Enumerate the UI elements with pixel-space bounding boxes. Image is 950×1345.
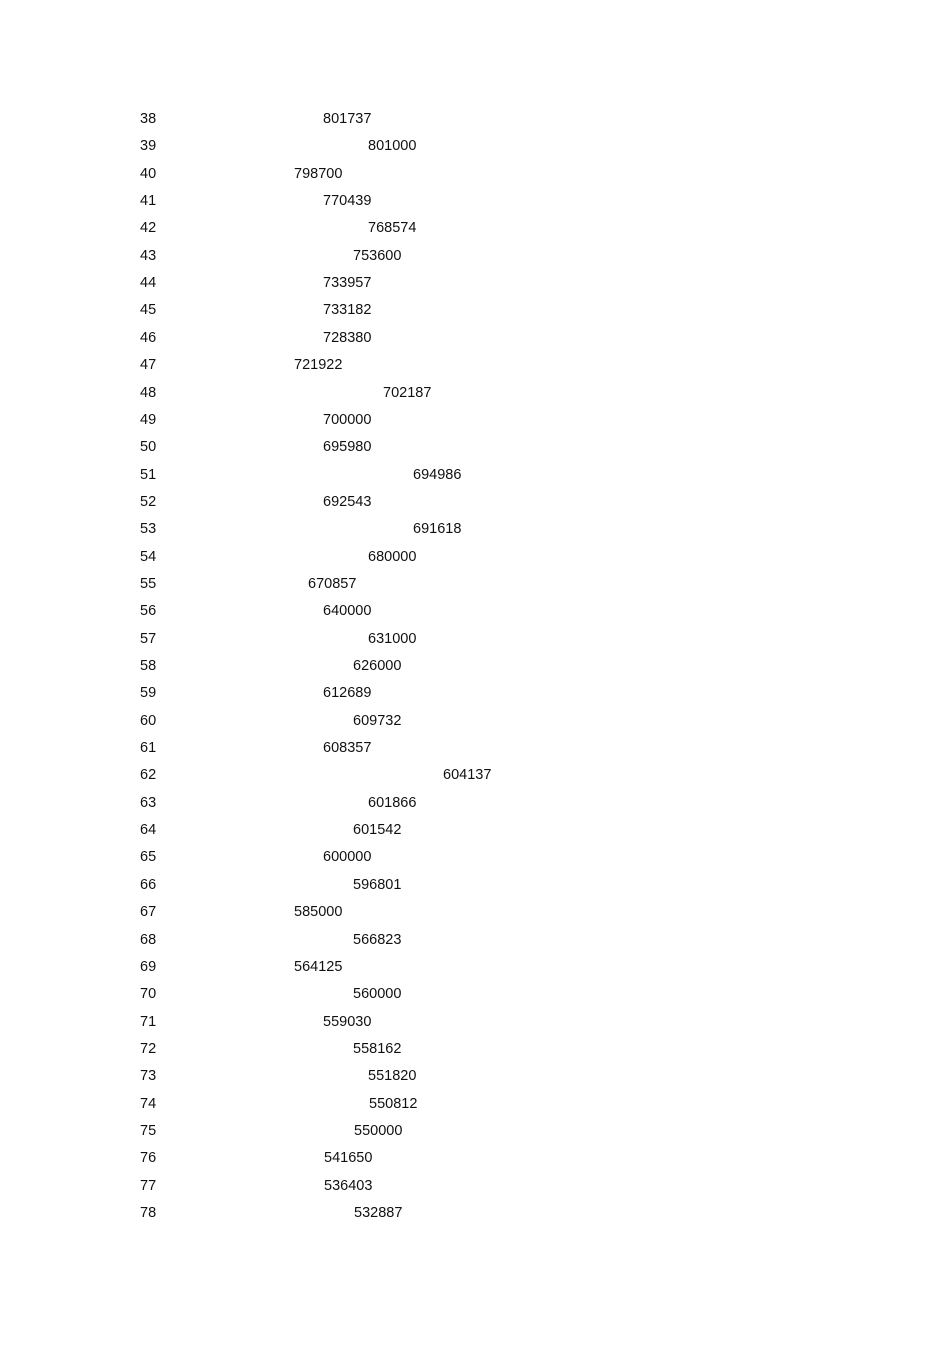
row-value: 558162: [353, 1040, 402, 1057]
row-rank: 47: [140, 357, 157, 374]
row-rank: 40: [140, 165, 157, 182]
table-row: [0, 136, 950, 156]
row-rank: 54: [140, 548, 157, 565]
table-row: [0, 547, 950, 567]
row-value: 601866: [368, 794, 417, 811]
table-row: [0, 273, 950, 293]
table-row: [0, 164, 950, 184]
row-value: 768574: [368, 220, 417, 237]
table-row: [0, 410, 950, 430]
table-row: [0, 601, 950, 621]
row-rank: 76: [140, 1150, 157, 1167]
table-row: [0, 765, 950, 785]
row-value: 801737: [323, 111, 372, 127]
table-row: [0, 656, 950, 676]
row-rank: 38: [140, 111, 157, 127]
row-rank: 45: [140, 302, 157, 319]
row-value: 551820: [368, 1068, 417, 1085]
table-row: [0, 465, 950, 485]
table-row: [0, 328, 950, 348]
row-value: 728380: [323, 329, 372, 346]
table-row: [0, 930, 950, 950]
row-rank: 39: [140, 138, 157, 155]
table-row: [0, 902, 950, 922]
row-rank: 77: [140, 1177, 157, 1194]
table-row: [0, 574, 950, 594]
row-rank: 46: [140, 329, 157, 346]
row-rank: 49: [140, 411, 157, 428]
row-rank: 55: [140, 575, 157, 592]
table-row: [0, 629, 950, 649]
table-row: [0, 218, 950, 238]
table-row: [0, 957, 950, 977]
table-row: [0, 191, 950, 211]
table-row: [0, 984, 950, 1004]
row-value: 560000: [353, 986, 402, 1003]
row-value: 733957: [323, 275, 372, 292]
table-row: [0, 1121, 950, 1141]
row-rank: 62: [140, 767, 157, 784]
row-rank: 53: [140, 521, 157, 538]
row-value: 721922: [294, 357, 343, 374]
row-value: 694986: [413, 466, 462, 483]
row-value: 609732: [353, 712, 402, 729]
table-row: [0, 1176, 950, 1196]
row-rank: 70: [140, 986, 157, 1003]
row-value: 564125: [294, 958, 343, 975]
table-row: [0, 492, 950, 512]
row-rank: 75: [140, 1122, 157, 1139]
row-value: 566823: [353, 931, 402, 948]
row-value: 692543: [323, 493, 372, 510]
row-rank: 50: [140, 439, 157, 456]
row-value: 559030: [323, 1013, 372, 1030]
table-row: [0, 1148, 950, 1168]
row-rank: 52: [140, 493, 157, 510]
row-rank: 73: [140, 1068, 157, 1085]
row-value: 670857: [308, 575, 357, 592]
row-value: 536403: [324, 1177, 373, 1194]
row-rank: 61: [140, 740, 157, 757]
row-rank: 51: [140, 466, 157, 483]
row-rank: 68: [140, 931, 157, 948]
table-row: [0, 355, 950, 375]
row-value: 626000: [353, 658, 402, 674]
row-value: 680000: [368, 548, 417, 565]
table-row: [0, 738, 950, 758]
row-value: 798700: [294, 165, 343, 182]
row-value: 550812: [369, 1095, 418, 1112]
row-value: 601542: [353, 822, 402, 839]
row-rank: 57: [140, 630, 157, 647]
row-value: 612689: [323, 685, 372, 702]
table-row: [0, 437, 950, 457]
row-rank: 43: [140, 247, 157, 264]
row-value: 691618: [413, 521, 462, 538]
table-row: [0, 246, 950, 266]
row-value: 604137: [443, 767, 492, 784]
table-row: [0, 383, 950, 403]
table-row: [0, 683, 950, 703]
row-value: 608357: [323, 740, 372, 757]
row-rank: 44: [140, 275, 157, 292]
row-rank: 64: [140, 822, 157, 839]
row-value: 801000: [368, 138, 417, 155]
row-value: 753600: [353, 247, 402, 264]
table-row: [0, 820, 950, 840]
row-value: 702187: [383, 384, 432, 401]
row-rank: 72: [140, 1040, 157, 1057]
row-rank: 58: [140, 658, 157, 674]
row-value: 541650: [324, 1150, 373, 1167]
table-row: [0, 793, 950, 813]
row-value: 733182: [323, 302, 372, 319]
table-row: [0, 847, 950, 867]
row-value: 550000: [354, 1122, 403, 1139]
table-row: [0, 711, 950, 731]
table-row: [0, 1066, 950, 1086]
row-value: 640000: [323, 603, 372, 620]
row-value: 585000: [294, 904, 343, 921]
row-rank: 67: [140, 904, 157, 921]
row-value: 532887: [354, 1205, 403, 1221]
row-rank: 65: [140, 849, 157, 866]
row-rank: 74: [140, 1095, 157, 1112]
row-value: 700000: [323, 411, 372, 428]
row-rank: 66: [140, 876, 157, 893]
row-rank: 59: [140, 685, 157, 702]
row-value: 600000: [323, 849, 372, 866]
row-rank: 42: [140, 220, 157, 237]
table-row: [0, 519, 950, 539]
row-rank: 78: [140, 1205, 157, 1221]
row-value: 596801: [353, 876, 402, 893]
table-row: [0, 1012, 950, 1032]
row-rank: 69: [140, 958, 157, 975]
row-rank: 60: [140, 712, 157, 729]
row-value: 695980: [323, 439, 372, 456]
table-row: [0, 1039, 950, 1059]
row-rank: 63: [140, 794, 157, 811]
table-row: [0, 1203, 950, 1223]
row-value: 631000: [368, 630, 417, 647]
table-row: [0, 875, 950, 895]
row-rank: 48: [140, 384, 157, 401]
table-row: [0, 109, 950, 129]
table-row: [0, 1094, 950, 1114]
row-value: 770439: [323, 193, 372, 210]
table-row: [0, 300, 950, 320]
row-rank: 41: [140, 193, 157, 210]
row-rank: 71: [140, 1013, 157, 1030]
row-rank: 56: [140, 603, 157, 620]
